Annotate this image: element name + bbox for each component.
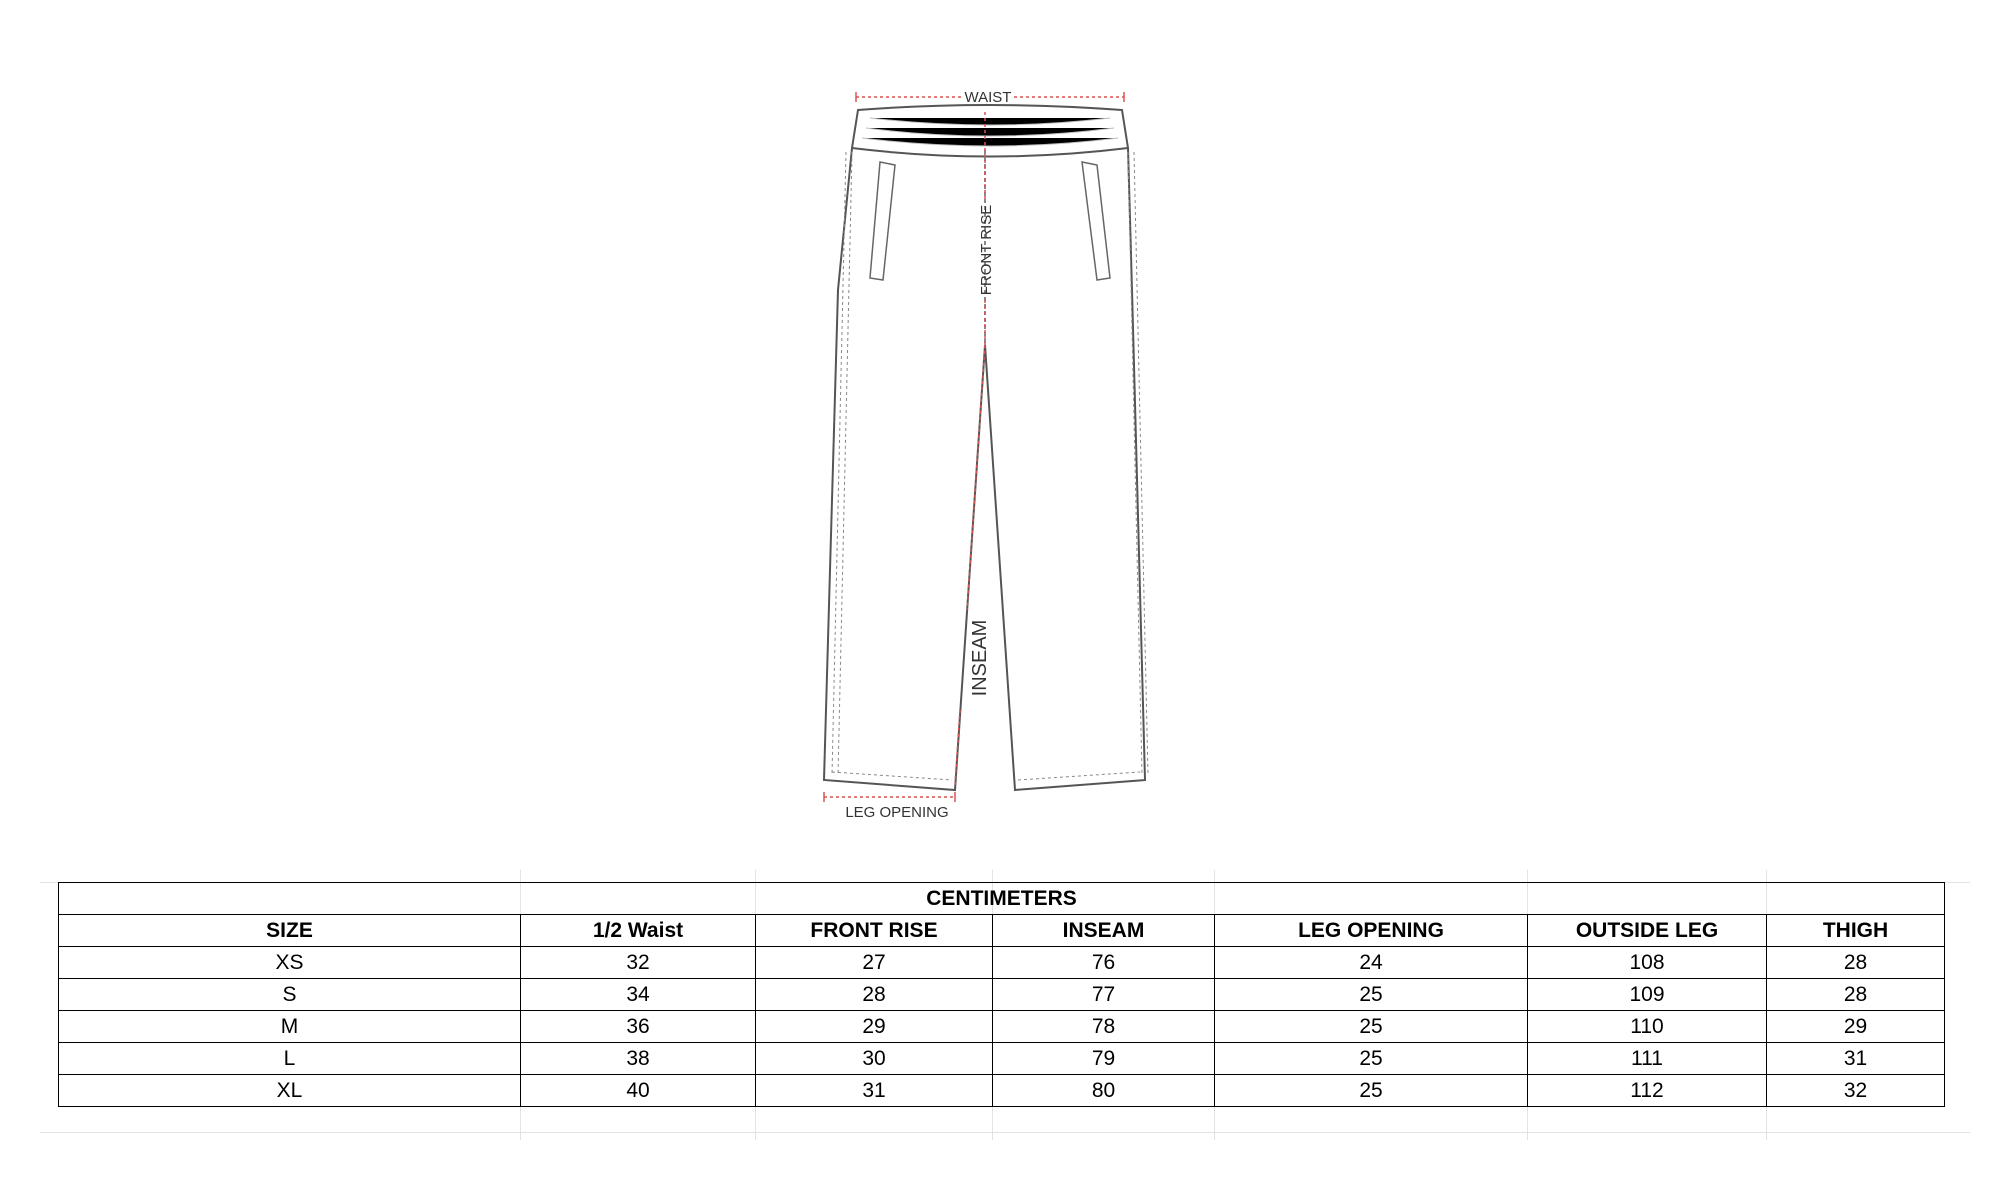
table-cell: 80 — [993, 1075, 1215, 1107]
table-row — [59, 979, 1945, 1011]
table-cell: 29 — [756, 1011, 993, 1043]
table-header-row — [59, 915, 1945, 947]
table-row — [59, 1075, 1945, 1107]
table-cell: M — [59, 1011, 521, 1043]
table-cell: 111 — [1528, 1043, 1767, 1075]
table-cell: 40 — [521, 1075, 756, 1107]
table-cell: 76 — [993, 947, 1215, 979]
table-cell: 25 — [1215, 1075, 1528, 1107]
table-cell: L — [59, 1043, 521, 1075]
size-table — [58, 882, 1945, 1107]
header-half-waist: 1/2 Waist — [521, 915, 756, 947]
table-cell: 28 — [756, 979, 993, 1011]
header-inseam: INSEAM — [993, 915, 1215, 947]
table-cell: 30 — [756, 1043, 993, 1075]
table-cell: 28 — [1767, 979, 1945, 1011]
table-cell: 36 — [521, 1011, 756, 1043]
table-cell: 79 — [993, 1043, 1215, 1075]
table-cell: XS — [59, 947, 521, 979]
left-pocket-icon — [870, 162, 895, 280]
table-title: CENTIMETERS — [59, 883, 1945, 915]
table-cell: 31 — [1767, 1043, 1945, 1075]
table-cell: 109 — [1528, 979, 1767, 1011]
table-cell: 77 — [993, 979, 1215, 1011]
table-cell: 27 — [756, 947, 993, 979]
table-cell: 112 — [1528, 1075, 1767, 1107]
front-rise-label: FRONT RISE — [978, 204, 995, 296]
table-cell: 25 — [1215, 1043, 1528, 1075]
header-outside-leg: OUTSIDE LEG — [1528, 915, 1767, 947]
waist-label: WAIST — [964, 89, 1012, 106]
table-cell: 25 — [1215, 979, 1528, 1011]
leg-opening-label: LEG OPENING — [845, 804, 949, 821]
header-front-rise: FRONT RISE — [756, 915, 993, 947]
table-cell: 32 — [1767, 1075, 1945, 1107]
table-row — [59, 1043, 1945, 1075]
header-leg-opening: LEG OPENING — [1215, 915, 1528, 947]
header-size: SIZE — [59, 915, 521, 947]
table-cell: 28 — [1767, 947, 1945, 979]
header-thigh: THIGH — [1767, 915, 1945, 947]
table-title-row — [59, 883, 1945, 915]
table-cell: 110 — [1528, 1011, 1767, 1043]
table-cell: 25 — [1215, 1011, 1528, 1043]
table-cell: S — [59, 979, 521, 1011]
table-row — [59, 947, 1945, 979]
table-cell: 78 — [993, 1011, 1215, 1043]
table-cell: 31 — [756, 1075, 993, 1107]
waistband-texture — [862, 118, 1118, 146]
right-pocket-icon — [1082, 162, 1110, 280]
table-cell: 32 — [521, 947, 756, 979]
inseam-label: INSEAM — [969, 619, 991, 697]
table-cell: 24 — [1215, 947, 1528, 979]
table-cell: 38 — [521, 1043, 756, 1075]
table-cell: 34 — [521, 979, 756, 1011]
grid-line — [40, 1132, 1970, 1133]
table-row — [59, 1011, 1945, 1043]
table-cell: 108 — [1528, 947, 1767, 979]
table-cell: 29 — [1767, 1011, 1945, 1043]
table-cell: XL — [59, 1075, 521, 1107]
